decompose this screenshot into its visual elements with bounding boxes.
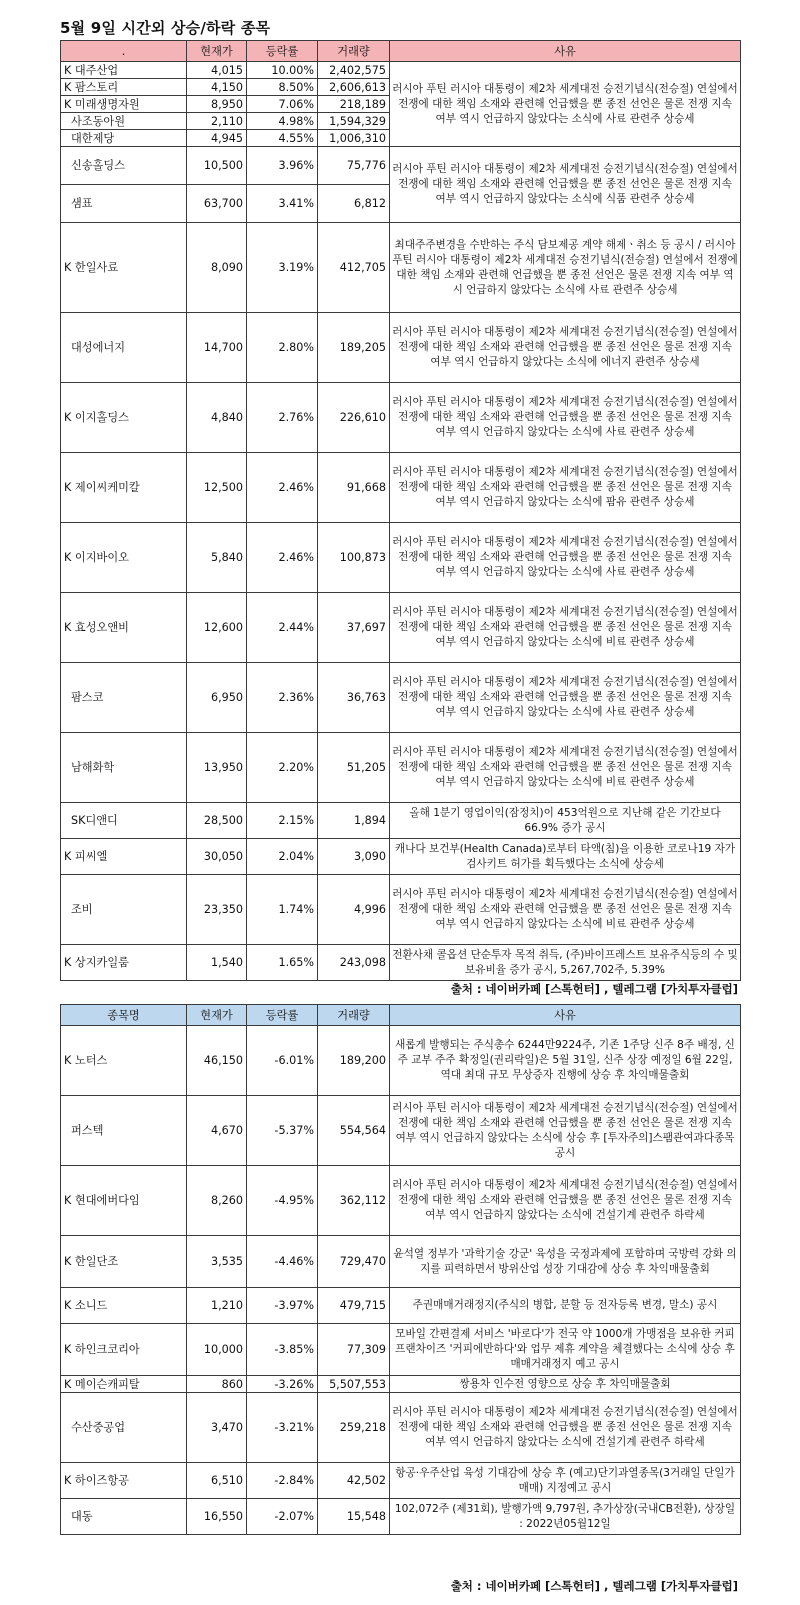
stock-reason: 러시아 푸틴 러시아 대통령이 제2차 세계대전 승전기념식(전승절) 연설에서 전쟁에 대한 책임 소재와 관련해 언급했을 뿐 종전 선언은 물론 전쟁 지속 여부 역시 언급하지 않았다는 소식에 비료 관련주 상승세 <box>390 733 741 803</box>
stock-reason: 러시아 푸틴 러시아 대통령이 제2차 세계대전 승전기념식(전승절) 연설에서 전쟁에 대한 책임 소재와 관련해 언급했을 뿐 종전 선언은 물론 전쟁 지속 여부 역시 언급하지 않았다는 소식에 사료 관련주 상승세 <box>390 663 741 733</box>
stock-change: 10.00% <box>247 62 318 79</box>
stock-name: 수산중공업 <box>61 1393 187 1463</box>
table-row <box>61 453 741 523</box>
stock-name: 남해화학 <box>61 733 187 803</box>
stock-change: 2.46% <box>247 523 318 593</box>
stock-price: 10,500 <box>187 147 247 185</box>
stock-volume: 3,090 <box>318 839 390 875</box>
stock-volume: 362,112 <box>318 1166 390 1236</box>
stock-change: -3.97% <box>247 1288 318 1324</box>
table-row <box>61 62 741 79</box>
stock-name: 신송홀딩스 <box>61 147 187 185</box>
stock-volume: 4,996 <box>318 875 390 945</box>
stock-name: 팜스코 <box>61 663 187 733</box>
falling-stocks-table <box>60 1004 741 1535</box>
stock-change: 3.96% <box>247 147 318 185</box>
stock-price: 1,210 <box>187 1288 247 1324</box>
stock-reason: 러시아 푸틴 러시아 대통령이 제2차 세계대전 승전기념식(전승절) 연설에서 전쟁에 대한 책임 소재와 관련해 언급했을 뿐 종전 선언은 물론 전쟁 지속 여부 역시 언급하지 않았다는 소식에 상승 후 [투자주의]스팸관여과다종목 공시 <box>390 1096 741 1166</box>
table-row <box>61 1096 741 1166</box>
stock-change: 1.74% <box>247 875 318 945</box>
stock-price: 30,050 <box>187 839 247 875</box>
stock-name: 대동 <box>61 1499 187 1535</box>
header-change: 등락률 <box>247 1005 318 1026</box>
table-row <box>61 1463 741 1499</box>
table-row <box>61 1376 741 1393</box>
stock-name: SK디앤디 <box>61 803 187 839</box>
header-volume: 거래량 <box>318 41 390 62</box>
stock-volume: 218,189 <box>318 96 390 113</box>
stock-reason: 전환사채 콜옵션 단순투자 목적 취득, (주)바이프레스트 보유주식등의 수 및 보유비율 증가 공시, 5,267,702주, 5.39% <box>390 945 741 981</box>
table-row <box>61 313 741 383</box>
stock-change: -2.84% <box>247 1463 318 1499</box>
stock-reason: 러시아 푸틴 러시아 대통령이 제2차 세계대전 승전기념식(전승절) 연설에서 전쟁에 대한 책임 소재와 관련해 언급했을 뿐 종전 선언은 물론 전쟁 지속 여부 역시 언급하지 않았다는 소식에 비료 관련주 상승세 <box>390 875 741 945</box>
stock-name: 조비 <box>61 875 187 945</box>
table-row <box>61 945 741 981</box>
stock-name: K 피씨엘 <box>61 839 187 875</box>
stock-volume: 100,873 <box>318 523 390 593</box>
stock-change: -2.07% <box>247 1499 318 1535</box>
stock-reason: 러시아 푸틴 러시아 대통령이 제2차 세계대전 승전기념식(전승절) 연설에서 전쟁에 대한 책임 소재와 관련해 언급했을 뿐 종전 선언은 물론 전쟁 지속 여부 역시 언급하지 않았다는 소식에 건설기계 관련주 하락세 <box>390 1166 741 1236</box>
stock-volume: 51,205 <box>318 733 390 803</box>
header-reason: 사유 <box>390 41 741 62</box>
table-row <box>61 1393 741 1463</box>
stock-price: 3,535 <box>187 1236 247 1288</box>
stock-reason: 쌍용차 인수전 영향으로 상승 후 차익매물출회 <box>390 1376 741 1393</box>
table-row <box>61 147 741 185</box>
stock-reason: 새롭게 발행되는 주식총수 6244만9224주, 기존 1주당 신주 8주 배정, 신주 교부 주주 확정일(권리락일)은 5월 31일, 신주 상장 예정일 6월 22일, 역대 최대 규모 무상증자 진행에 상승 후 차익매물출회 <box>390 1026 741 1096</box>
stock-price: 12,500 <box>187 453 247 523</box>
stock-change: 3.41% <box>247 185 318 223</box>
stock-price: 8,260 <box>187 1166 247 1236</box>
stock-reason: 러시아 푸틴 러시아 대통령이 제2차 세계대전 승전기념식(전승절) 연설에서 전쟁에 대한 책임 소재와 관련해 언급했을 뿐 종전 선언은 물론 전쟁 지속 여부 역시 언급하지 않았다는 소식에 사료 관련주 상승세 <box>390 62 741 147</box>
table-row <box>61 733 741 803</box>
stock-volume: 6,812 <box>318 185 390 223</box>
stock-name: K 대주산업 <box>61 62 187 79</box>
stock-volume: 259,218 <box>318 1393 390 1463</box>
stock-change: 3.19% <box>247 223 318 313</box>
stock-reason: 러시아 푸틴 러시아 대통령이 제2차 세계대전 승전기념식(전승절) 연설에서 전쟁에 대한 책임 소재와 관련해 언급했을 뿐 종전 선언은 물론 전쟁 지속 여부 역시 언급하지 않았다는 소식에 팜유 관련주 상승세 <box>390 453 741 523</box>
stock-price: 860 <box>187 1376 247 1393</box>
stock-volume: 2,606,613 <box>318 79 390 96</box>
table-row <box>61 1166 741 1236</box>
stock-volume: 2,402,575 <box>318 62 390 79</box>
stock-reason: 러시아 푸틴 러시아 대통령이 제2차 세계대전 승전기념식(전승절) 연설에서 전쟁에 대한 책임 소재와 관련해 언급했을 뿐 종전 선언은 물론 전쟁 지속 여부 역시 언급하지 않았다는 소식에 식품 관련주 상승세 <box>390 147 741 223</box>
stock-price: 4,670 <box>187 1096 247 1166</box>
stock-name: K 소니드 <box>61 1288 187 1324</box>
stock-name: K 이지홀딩스 <box>61 383 187 453</box>
stock-reason: 올해 1분기 영업이익(잠정치)이 453억원으로 지난해 같은 기간보다 66.9% 증가 공시 <box>390 803 741 839</box>
stock-volume: 243,098 <box>318 945 390 981</box>
stock-price: 8,950 <box>187 96 247 113</box>
table-row <box>61 803 741 839</box>
header-volume: 거래량 <box>318 1005 390 1026</box>
table-row <box>61 875 741 945</box>
stock-change: -5.37% <box>247 1096 318 1166</box>
stock-reason: 윤석열 정부가 '과학기술 강군' 육성을 국정과제에 포함하며 국방력 강화 의지를 피력하면서 방위산업 성장 기대감에 상승 후 차익매물출회 <box>390 1236 741 1288</box>
stock-volume: 226,610 <box>318 383 390 453</box>
stock-name: K 미래생명자원 <box>61 96 187 113</box>
stock-name: 대한제당 <box>61 130 187 147</box>
stock-reason: 주권매매거래정지(주식의 병합, 분할 등 전자등록 변경, 말소) 공시 <box>390 1288 741 1324</box>
stock-change: -3.21% <box>247 1393 318 1463</box>
stock-name: K 상지카일룸 <box>61 945 187 981</box>
stock-change: 2.15% <box>247 803 318 839</box>
stock-change: 2.46% <box>247 453 318 523</box>
stock-price: 2,110 <box>187 113 247 130</box>
source-credit: 출처 : 네이버카페 [스톡헌터] , 텔레그램 [가치투자클럽] <box>450 982 738 996</box>
stock-name: K 한일단조 <box>61 1236 187 1288</box>
stock-price: 3,470 <box>187 1393 247 1463</box>
stock-price: 4,945 <box>187 130 247 147</box>
stock-reason: 캐나다 보건부(Health Canada)로부터 타액(침)을 이용한 코로나19 자가검사키트 허가를 획득했다는 소식에 상승세 <box>390 839 741 875</box>
stock-change: 2.20% <box>247 733 318 803</box>
table-row <box>61 1324 741 1376</box>
rising-stocks-table <box>60 40 741 981</box>
table-row <box>61 1026 741 1096</box>
table-row <box>61 1236 741 1288</box>
stock-name: K 한일사료 <box>61 223 187 313</box>
stock-name: K 노터스 <box>61 1026 187 1096</box>
stock-volume: 1,894 <box>318 803 390 839</box>
header-reason: 사유 <box>390 1005 741 1026</box>
stock-reason: 러시아 푸틴 러시아 대통령이 제2차 세계대전 승전기념식(전승절) 연설에서 전쟁에 대한 책임 소재와 관련해 언급했을 뿐 종전 선언은 물론 전쟁 지속 여부 역시 언급하지 않았다는 소식에 비료 관련주 상승세 <box>390 593 741 663</box>
stock-volume: 412,705 <box>318 223 390 313</box>
stock-volume: 729,470 <box>318 1236 390 1288</box>
stock-volume: 15,548 <box>318 1499 390 1535</box>
stock-volume: 91,668 <box>318 453 390 523</box>
stock-reason: 모바일 간편결제 서비스 '바로다'가 전국 약 1000개 가맹점을 보유한 커피 프랜차이즈 '커피에반하다'와 업무 제휴 계약을 체결했다는 소식에 상승 후 매매거래정지 예고 공시 <box>390 1324 741 1376</box>
source-credit: 출처 : 네이버카페 [스톡헌터] , 텔레그램 [가치투자클럽] <box>450 1579 738 1593</box>
stock-volume: 5,507,553 <box>318 1376 390 1393</box>
stock-change: -4.95% <box>247 1166 318 1236</box>
stock-reason: 러시아 푸틴 러시아 대통령이 제2차 세계대전 승전기념식(전승절) 연설에서 전쟁에 대한 책임 소재와 관련해 언급했을 뿐 종전 선언은 물론 전쟁 지속 여부 역시 언급하지 않았다는 소식에 사료 관련주 상승세 <box>390 383 741 453</box>
stock-volume: 479,715 <box>318 1288 390 1324</box>
stock-reason: 러시아 푸틴 러시아 대통령이 제2차 세계대전 승전기념식(전승절) 연설에서 전쟁에 대한 책임 소재와 관련해 언급했을 뿐 종전 선언은 물론 전쟁 지속 여부 역시 언급하지 않았다는 소식에 사료 관련주 상승세 <box>390 523 741 593</box>
stock-price: 13,950 <box>187 733 247 803</box>
stock-volume: 36,763 <box>318 663 390 733</box>
stock-name: 퍼스텍 <box>61 1096 187 1166</box>
stock-name: K 하인크코리아 <box>61 1324 187 1376</box>
table-row <box>61 839 741 875</box>
stock-name: K 현대에버다임 <box>61 1166 187 1236</box>
table-header-row <box>61 1005 741 1026</box>
stock-price: 6,950 <box>187 663 247 733</box>
stock-name: K 메이슨캐피탈 <box>61 1376 187 1393</box>
table-row <box>61 1288 741 1324</box>
stock-change: -4.46% <box>247 1236 318 1288</box>
stock-change: -3.85% <box>247 1324 318 1376</box>
stock-name: 샘표 <box>61 185 187 223</box>
stock-price: 5,840 <box>187 523 247 593</box>
stock-name: K 이지바이오 <box>61 523 187 593</box>
stock-volume: 1,006,310 <box>318 130 390 147</box>
stock-price: 23,350 <box>187 875 247 945</box>
header-name: . <box>61 41 187 62</box>
stock-name: K 제이씨케미칼 <box>61 453 187 523</box>
table-row <box>61 593 741 663</box>
stock-name: 사조동아원 <box>61 113 187 130</box>
stock-change: 2.36% <box>247 663 318 733</box>
stock-change: 8.50% <box>247 79 318 96</box>
stock-volume: 42,502 <box>318 1463 390 1499</box>
stock-reason: 러시아 푸틴 러시아 대통령이 제2차 세계대전 승전기념식(전승절) 연설에서 전쟁에 대한 책임 소재와 관련해 언급했을 뿐 종전 선언은 물론 전쟁 지속 여부 역시 언급하지 않았다는 소식에 건설기계 관련주 하락세 <box>390 1393 741 1463</box>
stock-price: 28,500 <box>187 803 247 839</box>
stock-change: 4.55% <box>247 130 318 147</box>
stock-change: 2.76% <box>247 383 318 453</box>
header-name: 종목명 <box>61 1005 187 1026</box>
header-price: 현재가 <box>187 1005 247 1026</box>
table-row <box>61 383 741 453</box>
stock-volume: 75,776 <box>318 147 390 185</box>
stock-volume: 77,309 <box>318 1324 390 1376</box>
stock-price: 14,700 <box>187 313 247 383</box>
table-row <box>61 663 741 733</box>
stock-name: K 팜스토리 <box>61 79 187 96</box>
page-title: 5월 9일 시간외 상승/하락 종목 <box>60 19 271 37</box>
stock-change: 4.98% <box>247 113 318 130</box>
stock-name: K 하이즈항공 <box>61 1463 187 1499</box>
stock-price: 46,150 <box>187 1026 247 1096</box>
stock-volume: 37,697 <box>318 593 390 663</box>
header-change: 등락률 <box>247 41 318 62</box>
table-row <box>61 1499 741 1535</box>
stock-price: 16,550 <box>187 1499 247 1535</box>
stock-price: 12,600 <box>187 593 247 663</box>
stock-price: 4,015 <box>187 62 247 79</box>
stock-price: 1,540 <box>187 945 247 981</box>
stock-reason: 최대주주변경을 수반하는 주식 담보제공 계약 해제ㆍ취소 등 공시 / 러시아 푸틴 러시아 대통령이 제2차 세계대전 승전기념식(전승절) 연설에서 전쟁에 대한 책임 소재와 관련해 언급했을 뿐 종전 선언은 물론 전쟁 지속 여부 역시 언급하지 않았다는 소식에 사료 관련주 상승세 <box>390 223 741 313</box>
stock-price: 6,510 <box>187 1463 247 1499</box>
table-row <box>61 223 741 313</box>
stock-change: -3.26% <box>247 1376 318 1393</box>
stock-change: 2.44% <box>247 593 318 663</box>
stock-change: 2.04% <box>247 839 318 875</box>
stock-reason: 러시아 푸틴 러시아 대통령이 제2차 세계대전 승전기념식(전승절) 연설에서 전쟁에 대한 책임 소재와 관련해 언급했을 뿐 종전 선언은 물론 전쟁 지속 여부 역시 언급하지 않았다는 소식에 에너지 관련주 상승세 <box>390 313 741 383</box>
stock-change: 7.06% <box>247 96 318 113</box>
stock-name: 대성에너지 <box>61 313 187 383</box>
header-price: 현재가 <box>187 41 247 62</box>
stock-volume: 189,205 <box>318 313 390 383</box>
stock-change: -6.01% <box>247 1026 318 1096</box>
stock-price: 4,840 <box>187 383 247 453</box>
stock-volume: 554,564 <box>318 1096 390 1166</box>
stock-price: 10,000 <box>187 1324 247 1376</box>
table-header-row <box>61 41 741 62</box>
stock-price: 63,700 <box>187 185 247 223</box>
stock-name: K 효성오앤비 <box>61 593 187 663</box>
stock-volume: 1,594,329 <box>318 113 390 130</box>
stock-price: 8,090 <box>187 223 247 313</box>
stock-reason: 102,072주 (제31회), 발행가액 9,797원, 추가상장(국내CB전환), 상장일 : 2022년05월12일 <box>390 1499 741 1535</box>
stock-change: 2.80% <box>247 313 318 383</box>
stock-reason: 항공·우주산업 육성 기대감에 상승 후 (예고)단기과열종목(3거래일 단일가매매) 지정예고 공시 <box>390 1463 741 1499</box>
stock-volume: 189,200 <box>318 1026 390 1096</box>
table-row <box>61 523 741 593</box>
stock-price: 4,150 <box>187 79 247 96</box>
stock-change: 1.65% <box>247 945 318 981</box>
